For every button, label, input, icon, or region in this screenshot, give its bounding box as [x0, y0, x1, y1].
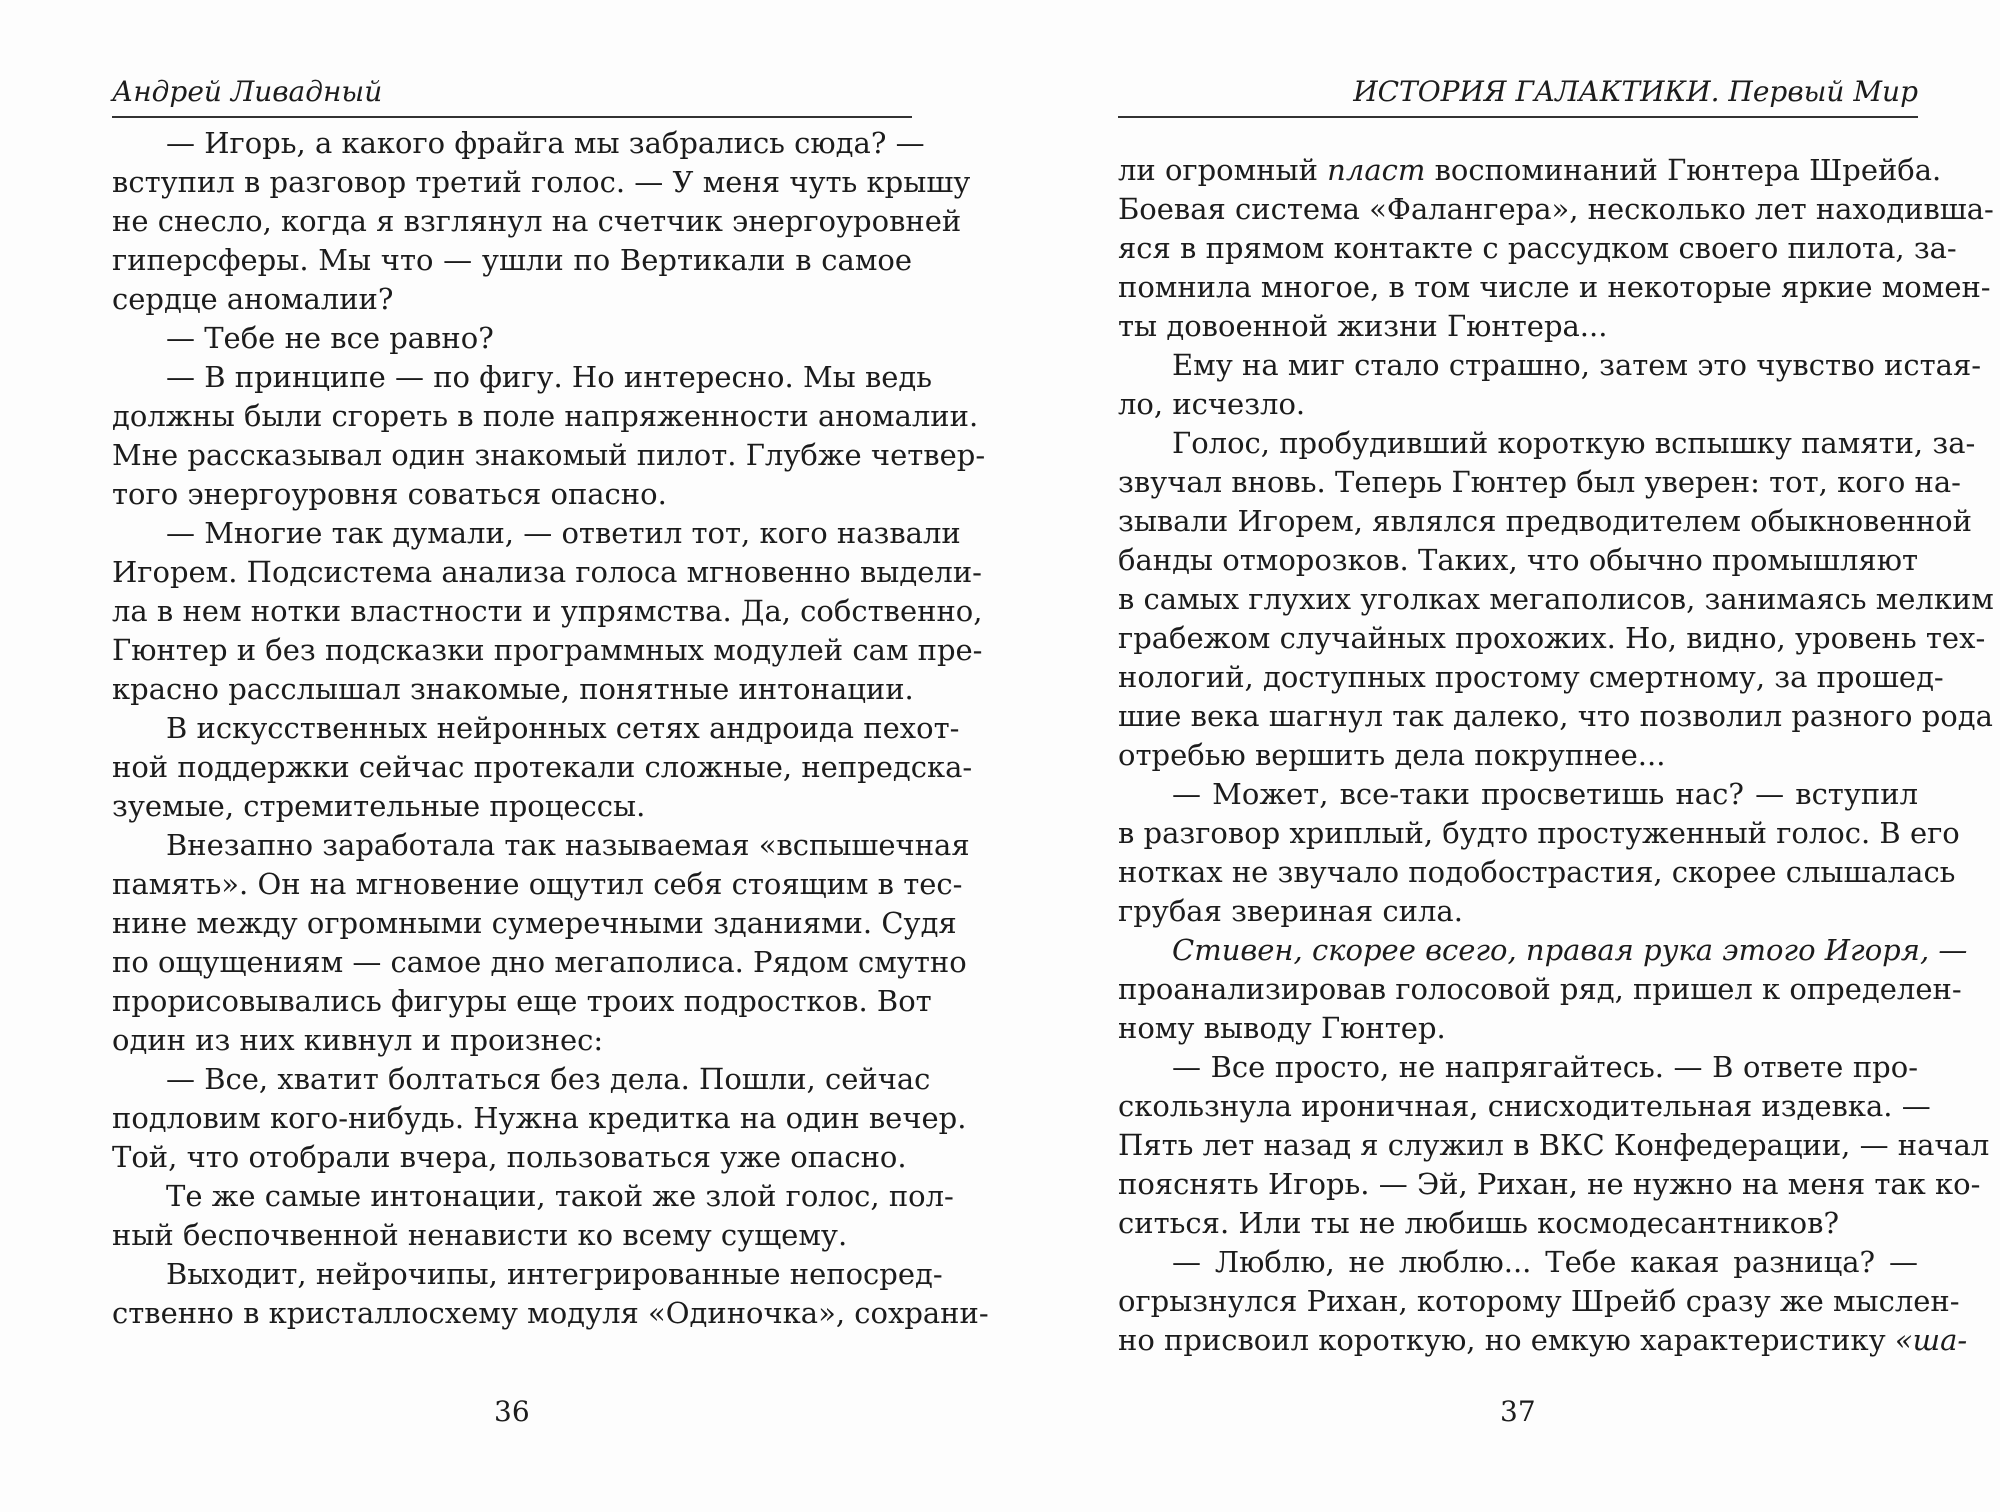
- text-line: нологий, доступных простому смертному, за прошед-: [1118, 660, 1944, 694]
- text-line: помнила многое, в том числе и некоторые яркие момен-: [1118, 270, 1991, 304]
- text-line: Гюнтер и без подсказки программных модулей сам пре-: [112, 633, 983, 667]
- text-line: — Многие так думали, — ответил тот, кого назвали: [166, 516, 961, 550]
- page-number: 36: [494, 1395, 530, 1428]
- text-line: грабежом случайных прохожих. Но, видно, уровень тех-: [1118, 621, 1986, 655]
- text-line: должны были сгореть в поле напряженности аномалии.: [112, 399, 979, 433]
- text-line: зуемые, стремительные процессы.: [112, 789, 646, 823]
- text-line: шие века шагнул так далеко, что позволил разного рода: [1118, 699, 1993, 733]
- text-line: ло, исчезло.: [1118, 387, 1306, 421]
- text-line: ственно в кристаллосхему модуля «Одиночка», сохрани-: [112, 1296, 989, 1330]
- text-line: красно расслышал знакомые, понятные интонации.: [112, 672, 914, 706]
- text-run: воспоминаний Гюнтера Шрейба.: [1425, 153, 1942, 187]
- text-line: [1118, 151, 1942, 190]
- text-line: Внезапно заработала так называемая «вспышечная: [166, 828, 970, 862]
- text-line: [1118, 1321, 1968, 1360]
- text-line: Стивен, скорее всего, правая рука этого Игоря, —: [1172, 933, 1968, 967]
- text-line: память». Он на мгновение ощутил себя стоящим в тес-: [112, 867, 963, 901]
- text-line: ситься. Или ты не любишь космодесантников?: [1118, 1206, 1839, 1240]
- text-line: Той, что отобрали вчера, пользоваться уже опасно.: [112, 1140, 907, 1174]
- text-line: Ему на миг стало страшно, затем это чувство истая-: [1172, 348, 1982, 382]
- text-line: один из них кивнул и произнес:: [112, 1023, 604, 1057]
- text-line: ный беспочвенной ненависти ко всему сущему.: [112, 1218, 848, 1252]
- text-line: в самых глухих уголках мегаполисов, занимаясь мелким: [1118, 582, 1994, 616]
- text-line: Пять лет назад я служил в ВКС Конфедерации, — начал: [1118, 1128, 1990, 1162]
- text-line: зывали Игорем, являлся предводителем обыкновенной: [1118, 504, 1972, 538]
- text-line: огрызнулся Рихан, которому Шрейб сразу же мыслен-: [1118, 1284, 1960, 1318]
- text-line: не снесло, когда я взглянул на счетчик энергоуровней: [112, 204, 962, 238]
- italic-word: «ша-: [1894, 1323, 1968, 1357]
- page-number: 37: [1500, 1395, 1536, 1428]
- text-line: отребью вершить дела покрупнее...: [1118, 738, 1666, 772]
- text-line: — Все просто, не напрягайтесь. — В ответе про-: [1172, 1050, 1918, 1084]
- text-line: Мне рассказывал один знакомый пилот. Глубже четвер-: [112, 438, 986, 472]
- text-line: гиперсферы. Мы что — ушли по Вертикали в самое: [112, 243, 912, 277]
- right-header-rule: [1118, 116, 1918, 118]
- text-line: ному выводу Гюнтер.: [1118, 1011, 1446, 1045]
- text-line: Игорем. Подсистема анализа голоса мгновенно выдели-: [112, 555, 982, 589]
- text-line: нотках не звучало подобострастия, скорее слышалась: [1118, 855, 1956, 889]
- text-line: подловим кого-нибудь. Нужна кредитка на один вечер.: [112, 1101, 967, 1135]
- text-line: — Тебе не все равно?: [166, 321, 494, 355]
- text-line: Выходит, нейрочипы, интегрированные непосред-: [166, 1257, 943, 1291]
- text-line: Голос, пробудивший короткую вспышку памяти, за-: [1172, 426, 1976, 460]
- text-line: — Все, хватит болтаться без дела. Пошли, сейчас: [166, 1062, 931, 1096]
- text-line: скользнула ироничная, снисходительная издевка. —: [1118, 1089, 1931, 1123]
- text-line: пояснять Игорь. — Эй, Рихан, не нужно на меня так ко-: [1118, 1167, 1981, 1201]
- text-run: ли огромный: [1118, 153, 1328, 187]
- text-line: — Игорь, а какого фрайга мы забрались сюда? —: [166, 126, 925, 160]
- text-line: сердце аномалии?: [112, 282, 394, 316]
- text-line: Боевая система «Фалангера», несколько лет находивша-: [1118, 192, 1994, 226]
- text-line: ла в нем нотки властности и упрямства. Да, собственно,: [112, 594, 983, 628]
- text-line: звучал вновь. Теперь Гюнтер был уверен: тот, кого на-: [1118, 465, 1961, 499]
- text-line: вступил в разговор третий голос. — У меня чуть крышу: [112, 165, 971, 199]
- text-line: нине между огромными сумеречными зданиями. Судя: [112, 906, 957, 940]
- text-line: прорисовывались фигуры еще троих подростков. Вот: [112, 984, 932, 1018]
- left-header-rule: [112, 116, 912, 118]
- italic-word: пласт: [1327, 153, 1426, 187]
- text-line: — В принципе — по фигу. Но интересно. Мы ведь: [166, 360, 933, 394]
- right-page: [1118, 0, 1994, 1512]
- text-line: банды отморозков. Таких, что обычно промышляют: [1118, 543, 1918, 577]
- text-line: по ощущениям — самое дно мегаполиса. Рядом смутно: [112, 945, 967, 979]
- text-line: ты довоенной жизни Гюнтера...: [1118, 309, 1608, 343]
- text-line: Те же самые интонации, такой же злой голос, пол-: [166, 1179, 954, 1213]
- text-line: — Может, все-таки просветишь нас? — вступил: [1172, 777, 1918, 811]
- text-line: того энергоуровня соваться опасно.: [112, 477, 667, 511]
- text-line: В искусственных нейронных сетях андроида пехот-: [166, 711, 960, 745]
- left-page: [112, 0, 989, 1512]
- text-line: — Люблю, не люблю... Тебе какая разница? —: [1172, 1245, 1918, 1279]
- text-line: яся в прямом контакте с рассудком своего пилота, за-: [1118, 231, 1957, 265]
- text-run: но присвоил короткую, но емкую характеристику: [1118, 1323, 1895, 1357]
- text-line: в разговор хриплый, будто простуженный голос. В его: [1118, 816, 1960, 850]
- text-line: проанализировав голосовой ряд, пришел к определен-: [1118, 972, 1962, 1006]
- left-running-head: Андрей Ливадный: [112, 75, 383, 108]
- text-line: грубая звериная сила.: [1118, 894, 1463, 928]
- right-running-head: ИСТОРИЯ ГАЛАКТИКИ. Первый Мир: [1353, 75, 1918, 108]
- text-line: ной поддержки сейчас протекали сложные, непредска-: [112, 750, 973, 784]
